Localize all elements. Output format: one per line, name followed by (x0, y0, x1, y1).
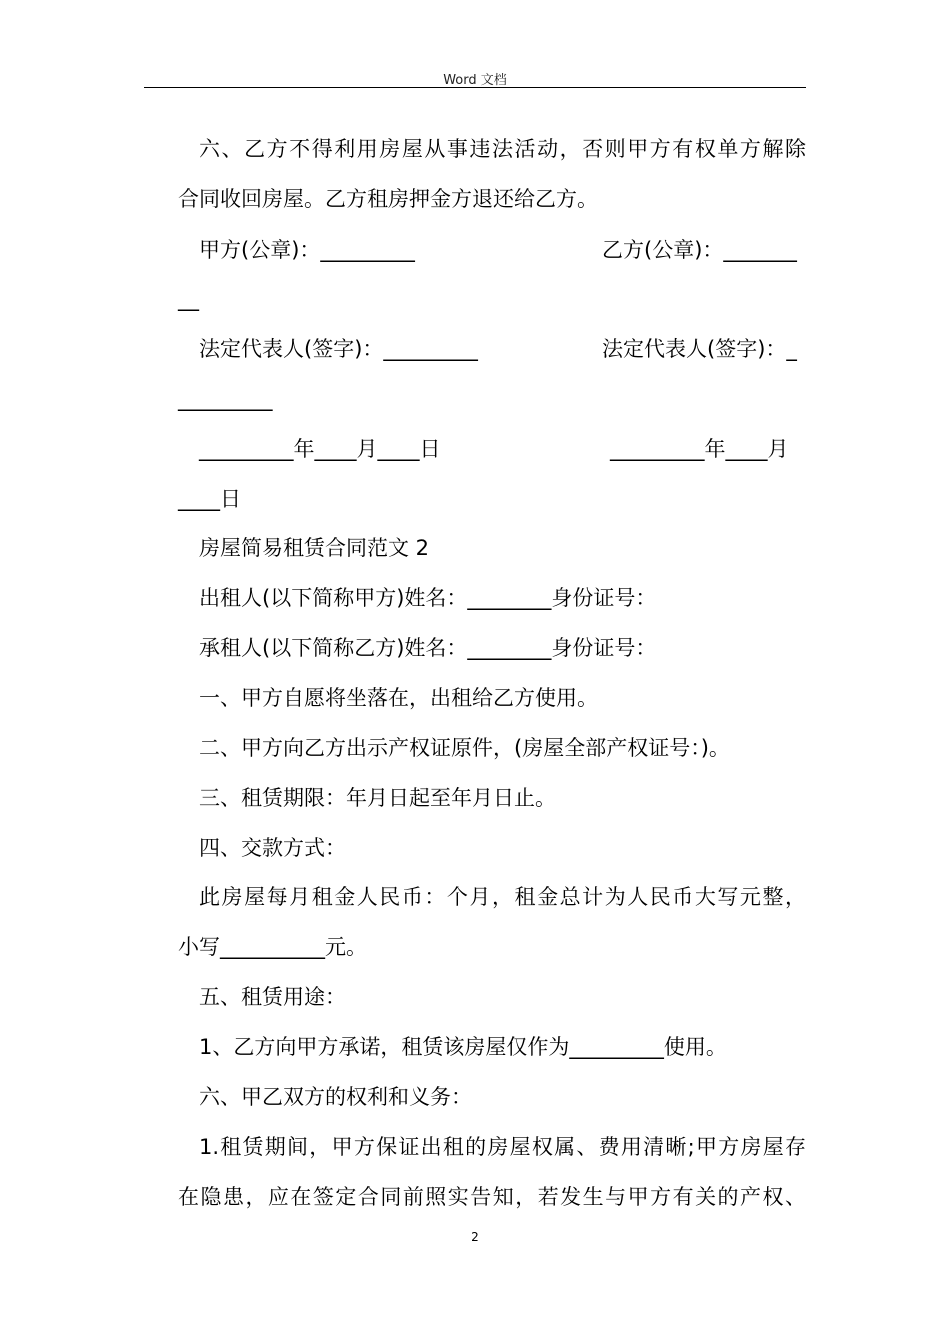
clause-one: 一、甲方自愿将坐落在，出租给乙方使用。 (199, 686, 598, 710)
lessor-info: 出租人(以下简称甲方)姓名：________身份证号： (199, 586, 657, 610)
rent-amount-line-1: 此房屋每月租金人民币：个月，租金总计为人民币大写元整， (199, 885, 806, 909)
party-a-seal: 甲方(公章)：_________ (199, 238, 415, 262)
rights-item-1-line-1: 1.租赁期间，甲方保证出租的房屋权属、费用清晰;甲方房屋存 (199, 1135, 806, 1159)
party-a-date: _________年____月____日 (199, 437, 441, 461)
clause-six-b: 六、甲乙双方的权利和义务： (199, 1085, 472, 1109)
party-b-date: _________年____月 (610, 437, 789, 461)
signature-row-representative (178, 334, 806, 364)
page-header-title: Word 文档 (443, 73, 507, 88)
signature-row-date (178, 434, 806, 464)
clause-five-item-1: 1、乙方向甲方承诺，租赁该房屋仅作为_________使用。 (199, 1035, 727, 1059)
clause-four: 四、交款方式： (199, 836, 346, 860)
party-b-representative-continuation: _________ (178, 387, 273, 411)
clause-three: 三、租赁期限：年月日起至年月日止。 (199, 786, 556, 810)
page-number: 2 (471, 1230, 479, 1244)
section-heading: 房屋简易租赁合同范文 2 (199, 536, 430, 560)
clause-six-line-2: 合同收回房屋。乙方租房押金方退还给乙方。 (178, 187, 598, 211)
party-b-seal: 乙方(公章)：_______ (602, 238, 797, 262)
clause-six-line-1: 六、乙方不得利用房屋从事违法活动，否则甲方有权单方解除 (199, 137, 806, 161)
text-line (178, 882, 827, 912)
clause-two: 二、甲方向乙方出示产权证原件，(房屋全部产权证号：)。 (199, 736, 730, 760)
party-b-seal-continuation: __ (178, 287, 199, 311)
signature-row-seal (178, 235, 806, 265)
party-a-representative: 法定代表人(签字)：_________ (199, 337, 478, 361)
text-line (178, 1132, 827, 1162)
text-line (178, 1182, 806, 1212)
lessee-info: 承租人(以下简称乙方)姓名：________身份证号： (199, 636, 657, 660)
rights-item-1-line-2: 在隐患，应在签定合同前照实告知，若发生与甲方有关的产权、 (178, 1185, 806, 1209)
clause-five: 五、租赁用途： (199, 985, 346, 1009)
party-b-date-continuation: ____日 (178, 487, 241, 511)
text-line (178, 134, 827, 164)
rent-amount-line-2: 小写__________元。 (178, 935, 367, 959)
header-divider (144, 87, 806, 88)
party-b-representative: 法定代表人(签字)：_ (602, 337, 797, 361)
